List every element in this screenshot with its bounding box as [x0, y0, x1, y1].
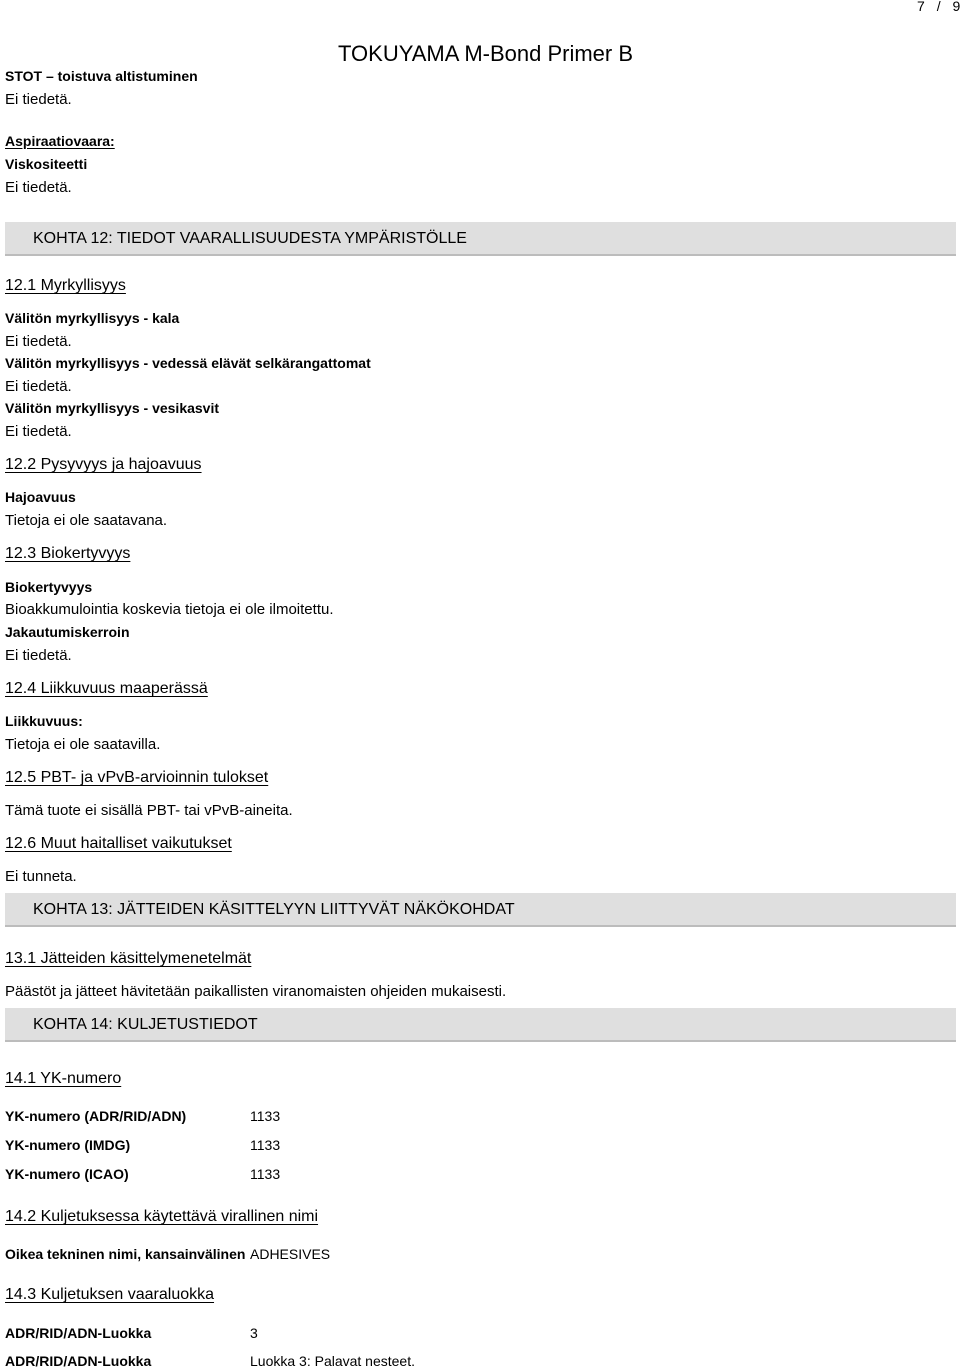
- mobility-label: Liikkuvuus:: [5, 713, 83, 729]
- stot-value: Ei tiedetä.: [5, 91, 72, 108]
- subsection-12-5-title: 12.5 PBT- ja vPvB-arvioinnin tulokset: [5, 769, 269, 786]
- hazard-class-value-2: Luokka 3: Palavat nesteet.: [250, 1353, 415, 1369]
- hazard-class-value-1: 3: [250, 1325, 258, 1341]
- section-13-banner: [5, 893, 956, 927]
- plant-toxicity-value: Ei tiedetä.: [5, 423, 72, 440]
- un-number-label-imdg: YK-numero (IMDG): [5, 1137, 131, 1153]
- subsection-14-1-title: 14.1 YK-numero: [5, 1070, 122, 1087]
- subsection-12-6-title: 12.6 Muut haitalliset vaikutukset: [5, 835, 232, 852]
- section-12-title: KOHTA 12: TIEDOT VAARALLISUUDESTA YMPÄRISTÖLLE: [33, 230, 467, 247]
- un-number-label-icao: YK-numero (ICAO): [5, 1166, 129, 1182]
- aspiration-label: Aspiraatiovaara:: [5, 133, 115, 149]
- subsection-12-2-title: 12.2 Pysyvyys ja hajoavuus: [5, 456, 202, 473]
- subsection-14-2-title: 14.2 Kuljetuksessa käytettävä virallinen nimi: [5, 1208, 319, 1225]
- un-number-label-adr: YK-numero (ADR/RID/ADN): [5, 1108, 187, 1124]
- subsection-13-1-title: 13.1 Jätteiden käsittelymenetelmät: [5, 950, 252, 967]
- proper-shipping-name-value: ADHESIVES: [250, 1246, 331, 1262]
- section-14-title: KOHTA 14: KULJETUSTIEDOT: [33, 1016, 258, 1033]
- mobility-value: Tietoja ei ole saatavilla.: [5, 736, 161, 753]
- subsection-12-4-title: 12.4 Liikkuvuus maaperässä: [5, 680, 208, 697]
- subsection-12-3-title: 12.3 Biokertyvyys: [5, 545, 131, 562]
- page-total: 9: [952, 0, 961, 14]
- page-number: 7: [917, 0, 926, 14]
- section-12-banner: [5, 222, 956, 256]
- plant-toxicity-label: Välitön myrkyllisyys - vesikasvit: [5, 400, 220, 416]
- pbt-assessment-value: Tämä tuote ei sisällä PBT- tai vPvB-aineita.: [5, 802, 293, 819]
- un-number-value-icao: 1133: [250, 1166, 281, 1182]
- invertebrate-toxicity-label: Välitön myrkyllisyys - vedessä elävät selkärangattomat: [5, 355, 371, 371]
- proper-shipping-name-label: Oikea tekninen nimi, kansainvälinen: [5, 1246, 246, 1262]
- waste-disposal-value: Päästöt ja jätteet hävitetään paikallisten viranomaisten ohjeiden mukaisesti.: [5, 983, 507, 1000]
- fish-toxicity-label: Välitön myrkyllisyys - kala: [5, 310, 180, 326]
- un-number-value-imdg: 1133: [250, 1137, 281, 1153]
- hazard-class-label-1: ADR/RID/ADN-Luokka: [5, 1325, 152, 1341]
- viscosity-value: Ei tiedetä.: [5, 179, 72, 196]
- document-title: TOKUYAMA M-Bond Primer B: [338, 41, 634, 66]
- fish-toxicity-value: Ei tiedetä.: [5, 333, 72, 350]
- section-14-banner: [5, 1008, 956, 1042]
- section-13-title: KOHTA 13: JÄTTEIDEN KÄSITTELYYN LIITTYVÄT NÄKÖKOHDAT: [33, 901, 515, 918]
- partition-coefficient-value: Ei tiedetä.: [5, 647, 72, 664]
- bioaccumulation-label: Biokertyvyys: [5, 579, 93, 595]
- bioaccumulation-value: Bioakkumulointia koskevia tietoja ei ole ilmoitettu.: [5, 601, 334, 618]
- stot-label: STOT – toistuva altistuminen: [5, 68, 198, 84]
- page-separator: /: [936, 0, 942, 14]
- viscosity-label: Viskositeetti: [5, 156, 88, 172]
- other-effects-value: Ei tunneta.: [5, 868, 77, 885]
- page-indicator: [917, 0, 961, 14]
- invertebrate-toxicity-value: Ei tiedetä.: [5, 378, 72, 395]
- hazard-class-label-2: ADR/RID/ADN-Luokka: [5, 1353, 152, 1369]
- partition-coefficient-label: Jakautumiskerroin: [5, 624, 130, 640]
- un-number-value-adr: 1133: [250, 1108, 281, 1124]
- degradability-label: Hajoavuus: [5, 489, 76, 505]
- degradability-value: Tietoja ei ole saatavana.: [5, 512, 168, 529]
- subsection-12-1-title: 12.1 Myrkyllisyys: [5, 277, 126, 294]
- subsection-14-3-title: 14.3 Kuljetuksen vaaraluokka: [5, 1286, 215, 1303]
